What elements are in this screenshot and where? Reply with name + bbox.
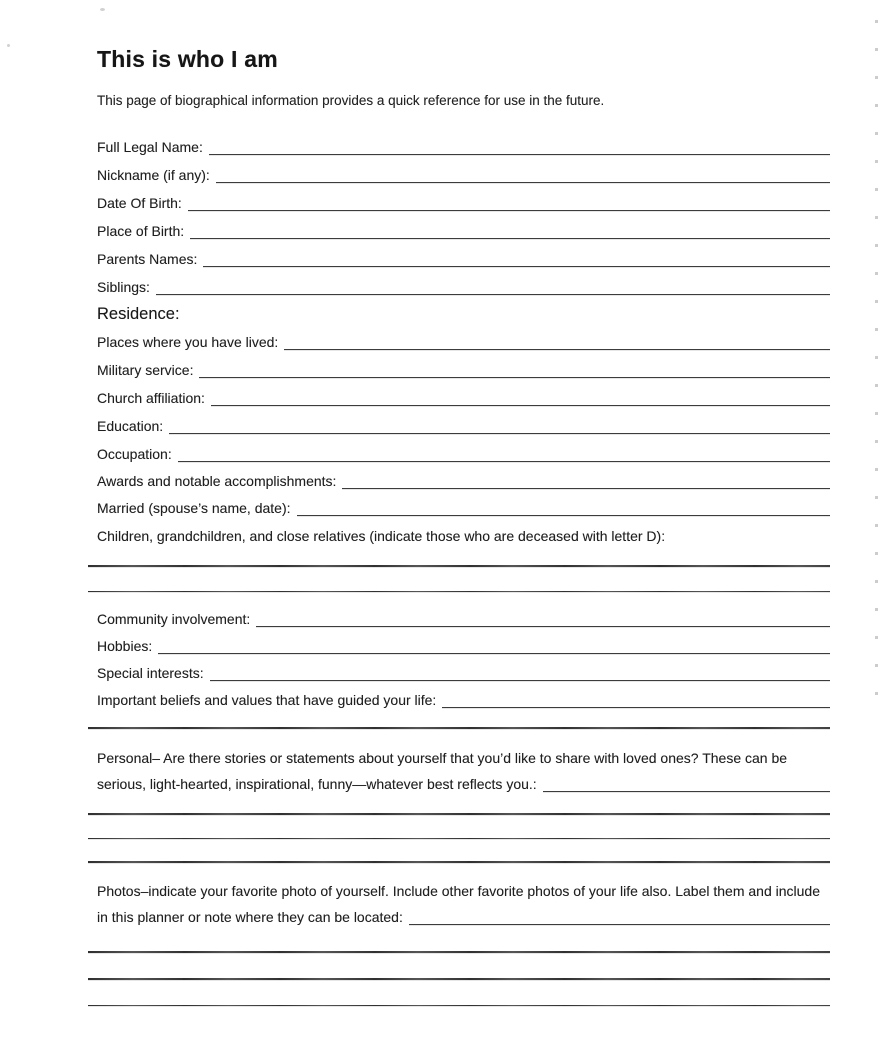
field-place-of-birth (97, 223, 830, 239)
scan-edge-artifact (875, 20, 878, 710)
field-church-affiliation (97, 390, 830, 406)
heading-residence (97, 305, 830, 324)
scan-speck (100, 8, 105, 11)
field-hobbies (97, 638, 830, 654)
full-legal-name-write-line (209, 154, 830, 155)
personal-prompt-part-2-write-line (543, 791, 830, 792)
occupation-write-line (178, 461, 830, 462)
photos-prompt-part-2-write-line (409, 924, 830, 925)
field-nickname (97, 167, 830, 183)
personal-prompt-part-2-label: serious, light-hearted, inspirational, funny—whatever best reflects you.: (97, 776, 537, 793)
special-interests-write-line (210, 680, 830, 681)
important-beliefs-label: Important beliefs and values that have guided your life: (97, 692, 437, 709)
field-photos-prompt-part-2 (97, 909, 830, 925)
write-line-important-beliefs-line-2 (88, 727, 830, 729)
community-involvement-label: Community involvement: (97, 611, 251, 628)
siblings-write-line (156, 294, 830, 295)
field-education (97, 418, 830, 434)
date-of-birth-write-line (188, 210, 830, 211)
community-involvement-write-line (256, 626, 830, 627)
place-of-birth-label: Place of Birth: (97, 223, 185, 239)
parents-names-write-line (203, 266, 830, 267)
place-of-birth-write-line (190, 238, 830, 239)
write-line-photos-line-3 (88, 1005, 830, 1007)
write-line-photos-line-2 (88, 978, 830, 980)
field-full-legal-name (97, 139, 830, 155)
married-label: Married (spouse’s name, date): (97, 500, 291, 516)
date-of-birth-label: Date Of Birth: (97, 195, 182, 211)
children-relatives-label: Children, grandchildren, and close relatives (indicate those who are deceased with letter D): (97, 528, 666, 544)
field-date-of-birth (97, 195, 830, 211)
military-service-label: Military service: (97, 362, 194, 378)
siblings-label: Siblings: (97, 279, 150, 295)
write-line-children-relatives-line-2 (88, 591, 830, 593)
special-interests-label: Special interests: (97, 665, 204, 682)
full-legal-name-label: Full Legal Name: (97, 139, 203, 155)
hobbies-write-line (158, 653, 830, 654)
places-lived-write-line (284, 349, 830, 350)
awards-accomplishments-write-line (342, 488, 830, 489)
awards-accomplishments-label: Awards and notable accomplishments: (97, 473, 337, 489)
page-title: This is who I am (97, 46, 278, 72)
page-intro: This page of biographical information provides a quick reference for use in the future. (97, 93, 605, 108)
hobbies-label: Hobbies: (97, 638, 153, 655)
write-line-children-relatives-line-1 (88, 565, 830, 567)
married-write-line (297, 515, 831, 516)
field-awards-accomplishments (97, 473, 830, 489)
write-line-personal-line-3 (88, 861, 830, 863)
nickname-write-line (216, 182, 830, 183)
statement-photos-prompt-part-1 (97, 883, 830, 899)
occupation-label: Occupation: (97, 446, 172, 462)
nickname-label: Nickname (if any): (97, 167, 210, 183)
write-line-personal-line-2 (88, 838, 830, 840)
field-places-lived (97, 334, 830, 350)
field-parents-names (97, 251, 830, 267)
field-siblings (97, 279, 830, 295)
residence-label: Residence: (97, 305, 180, 323)
church-affiliation-write-line (211, 405, 830, 406)
education-label: Education: (97, 418, 164, 434)
parents-names-label: Parents Names: (97, 251, 198, 267)
church-affiliation-label: Church affiliation: (97, 390, 205, 406)
education-write-line (169, 433, 830, 434)
statement-personal-prompt-part-1 (97, 750, 830, 766)
statement-children-relatives (97, 528, 830, 544)
photos-prompt-part-1-label: Photos–indicate your favorite photo of yourself. Include other favorite photos of your life also. Label them and include (97, 883, 820, 900)
field-community-involvement (97, 611, 830, 627)
field-special-interests (97, 665, 830, 681)
field-married (97, 500, 830, 516)
field-military-service (97, 362, 830, 378)
personal-prompt-part-1-label: Personal– Are there stories or statements about yourself that you’d like to share with loved ones? These can be (97, 750, 788, 767)
places-lived-label: Places where you have lived: (97, 334, 279, 350)
field-important-beliefs (97, 692, 830, 708)
photos-prompt-part-2-label: in this planner or note where they can be located: (97, 909, 403, 926)
important-beliefs-write-line (442, 707, 830, 708)
field-personal-prompt-part-2 (97, 776, 830, 792)
field-occupation (97, 446, 830, 462)
military-service-write-line (199, 377, 830, 378)
form-rows (97, 139, 830, 1006)
scan-speck (7, 44, 10, 47)
write-line-personal-line-1 (88, 813, 830, 815)
write-line-photos-line-1 (88, 951, 830, 953)
